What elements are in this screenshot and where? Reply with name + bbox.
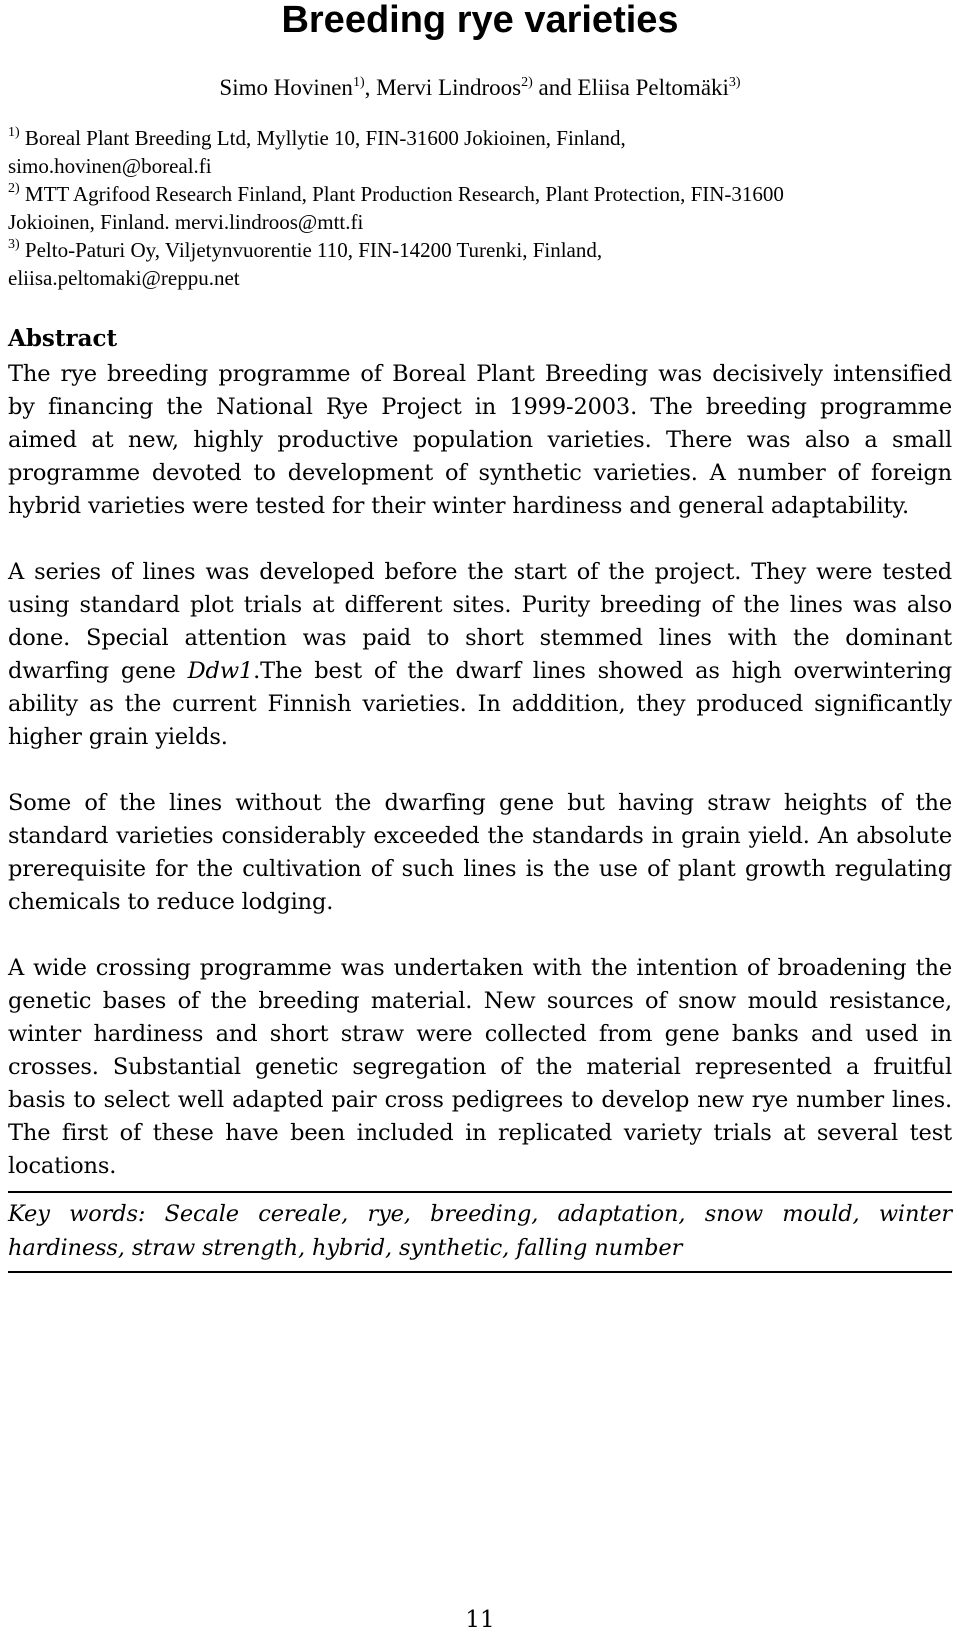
author-affiliation-mark: 3) xyxy=(728,75,741,90)
paragraph-text: .The best of the dwarf lines showed as high overwintering ability as the current Finnish varieties. In adddition, they produced significantly higher grain yields. xyxy=(8,658,952,750)
affiliation-line xyxy=(8,180,952,208)
affiliation-email: eliisa.peltomaki@reppu.net xyxy=(8,266,240,290)
abstract-heading: Abstract xyxy=(8,325,118,352)
affiliation-email: simo.hovinen@boreal.fi xyxy=(8,154,212,178)
author-name: Simo Hovinen xyxy=(219,75,353,100)
affiliation-mark: 1) xyxy=(8,125,20,140)
affiliation-line xyxy=(8,236,952,264)
gene-name: Ddw1 xyxy=(187,658,254,684)
affiliation-text: Boreal Plant Breeding Ltd, Myllytie 10, FIN-31600 Jokioinen, Finland, xyxy=(24,126,626,150)
abstract-paragraph xyxy=(8,556,952,754)
affiliation-text: MTT Agrifood Research Finland, Plant Production Research, Plant Protection, FIN-31600 xyxy=(24,182,784,206)
affiliations xyxy=(8,124,952,292)
affiliation-line xyxy=(8,124,952,152)
abstract-paragraph: The rye breeding programme of Boreal Plant Breeding was decisively intensified by financing the National Rye Project in 1999-2003. The breeding programme aimed at new, highly productive population varieties. There was also a small programme devoted to development of synthetic varieties. A number of foreign hybrid varieties were tested for their winter hardiness and general adaptability. xyxy=(8,361,952,519)
author-separator: , xyxy=(364,75,377,100)
paragraph-text: A series of lines was developed before the start of the project. They were tested using standard plot trials at different sites. Purity breeding of the lines was also done. Special attention was paid to short stemmed lines with the dominant dwarfing gene xyxy=(8,559,952,684)
author-affiliation-mark: 2) xyxy=(521,75,533,90)
keywords-box: Key words: Secale cereale, rye, breeding, adaptation, snow mould, winter hardiness, straw strength, hybrid, synthetic, falling number xyxy=(8,1191,952,1273)
author-separator: and xyxy=(532,75,578,100)
abstract-paragraph: Some of the lines without the dwarfing gene but having straw heights of the standard varieties considerably exceeded the standards in grain yield. An absolute prerequisite for the cultivation of such lines is the use of plant growth regulating chemicals to reduce lodging. xyxy=(8,790,952,915)
abstract-paragraph: A wide crossing programme was undertaken with the intention of broadening the genetic bases of the breeding material. New sources of snow mould resistance, winter hardiness and short straw were collected from gene banks and used in crosses. Substantial genetic segregation of the material represented a fruitful basis to select well adapted pair cross pedigrees to develop new rye number lines. The first of these have been included in replicated variety trials at several test locations. xyxy=(8,955,952,1179)
affiliation-mark: 3) xyxy=(8,237,20,252)
author-line xyxy=(8,74,952,102)
affiliation-text: Pelto-Paturi Oy, Viljetynvuorentie 110, FIN-14200 Turenki, Finland, xyxy=(24,238,603,262)
affiliation-email: Jokioinen, Finland. mervi.lindroos@mtt.fi xyxy=(8,210,364,234)
author-name: Eliisa Peltomäki xyxy=(577,75,729,100)
paper-title: Breeding rye varieties xyxy=(281,0,679,41)
paper-page xyxy=(8,0,952,1273)
affiliation-mark: 2) xyxy=(8,181,20,196)
author-affiliation-mark: 1) xyxy=(352,75,365,90)
author-name: Mervi Lindroos xyxy=(376,75,522,100)
page-number: 11 xyxy=(465,1607,495,1633)
